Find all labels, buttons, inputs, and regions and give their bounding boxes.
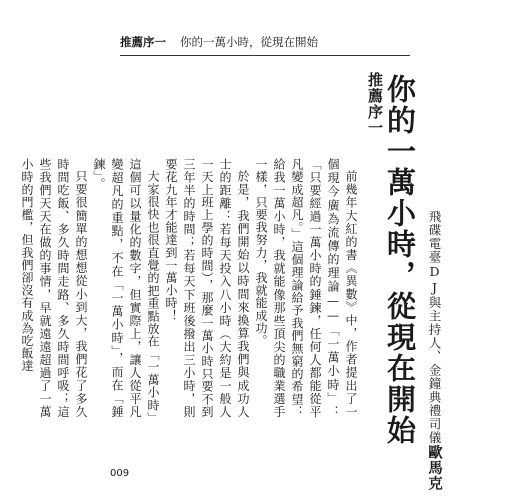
body-paragraph: 大家很快也很直覺的把重點放在「一萬小時」這個可以量化的數字，但實際上，讓人從平凡變超凡的重點，不在「一萬小時」，而在「錘鍊」。 (92, 158, 160, 418)
body-paragraph: 前幾年大紅的書《異數》中，作者提出了一個現今廣為流傳的理論——「一萬小時」：「只要經過一萬小時的錘鍊，任何人都能從平凡變成超凡。」這個理論給予我們無窮的希望：給我一萬小時，我就能像那些頂尖的職業選手一樣，只要我努力，我就能成功。 (254, 158, 358, 418)
essay-title: 你的一萬小時，從現在開始 (383, 74, 417, 446)
body-paragraph: 於是，我們開始以時間來換算我們與成功人士的距離：若每天投入八小時（大約是一般人一天上班上學的時間），那麼一萬小時只要不到三年半的時間；若每天下班後撥出三小時，則要花九年才能達到一萬小時！ (164, 158, 250, 418)
running-head-label: 推薦序一 (120, 35, 166, 49)
body-paragraph: 只要很簡單的想想從小到大，我們花了多久時間吃飯、多久時間走路、多久時間呼吸；這些我們天天在做的事情，早就遠遠超過了一萬小時的門檻，但我們卻沒有成為吃飯達 (20, 158, 88, 418)
page-number: 009 (110, 468, 130, 479)
byline-role: 飛碟電臺DJ與主持人、金鐘典禮司儀 (427, 210, 442, 445)
running-head-title: 你的一萬小時，從現在開始 (180, 35, 318, 49)
byline (424, 210, 445, 491)
header-rule (120, 55, 410, 56)
essay-label: 推薦序一 (366, 72, 384, 136)
running-head (120, 34, 420, 50)
body-text (20, 158, 360, 418)
byline-author: 歐馬克 (426, 444, 443, 491)
